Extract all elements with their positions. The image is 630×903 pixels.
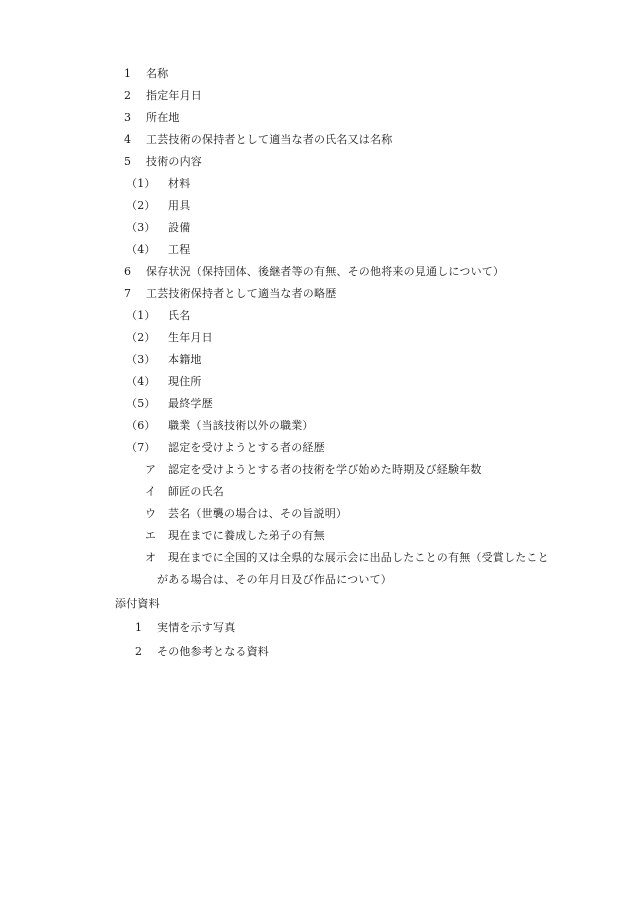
item-number: 1 (135, 621, 143, 634)
item-number: （3） (126, 221, 156, 234)
item-number: （2） (126, 199, 156, 212)
item-number: （2） (126, 331, 156, 344)
item-text: 材料 (168, 177, 191, 190)
item-2 (124, 89, 202, 103)
item-7-7-a (145, 463, 482, 477)
item-text: 実情を示す写真 (157, 621, 236, 634)
item-7 (124, 287, 336, 301)
item-number: （7） (126, 441, 156, 454)
item-text: 現住所 (168, 375, 202, 388)
item-number: 2 (124, 89, 132, 102)
item-7-7-u (145, 507, 347, 521)
item-number: 1 (124, 67, 132, 80)
item-text: がある場合は、その年月日及び作品について） (157, 573, 392, 586)
item-4 (124, 133, 392, 147)
item-3 (124, 111, 180, 125)
item-text: 師匠の氏名 (168, 485, 224, 498)
item-text: 氏名 (168, 309, 191, 322)
item-text: 工程 (168, 243, 191, 256)
item-text: 生年月日 (168, 331, 213, 344)
item-number: ア (145, 463, 157, 476)
item-7-5 (126, 397, 213, 411)
item-number: エ (145, 529, 157, 542)
item-text: 工芸技術保持者として適当な者の略歴 (146, 287, 337, 300)
item-7-3 (126, 353, 202, 367)
item-number: （1） (126, 309, 156, 322)
item-number: （6） (126, 419, 156, 432)
item-1 (124, 67, 168, 81)
item-text: 所在地 (146, 111, 180, 124)
item-text: 用具 (168, 199, 191, 212)
item-number: ウ (145, 507, 157, 520)
item-number: 5 (124, 155, 132, 168)
item-number: （5） (126, 397, 156, 410)
item-7-4 (126, 375, 202, 389)
item-number: （4） (126, 243, 156, 256)
item-text: 本籍地 (168, 353, 202, 366)
item-text: 現在までに全国的又は全県的な展示会に出品したことの有無（受賞したこと (168, 551, 549, 564)
item-number: イ (145, 485, 157, 498)
item-6 (124, 265, 504, 279)
item-text: 工芸技術の保持者として適当な者の氏名又は名称 (146, 133, 393, 146)
item-7-2 (126, 331, 213, 345)
item-7-6 (126, 419, 314, 433)
item-number: （3） (126, 353, 156, 366)
item-number: （1） (126, 177, 156, 190)
item-7-7-i (145, 485, 224, 499)
item-number: 6 (124, 265, 132, 278)
item-text: 現在までに養成した弟子の有無 (168, 529, 325, 542)
item-5-4 (126, 243, 190, 257)
item-text: 名称 (146, 67, 169, 80)
item-number: （4） (126, 375, 156, 388)
item-7-7-o-continued (157, 573, 392, 587)
item-5-3 (126, 221, 190, 235)
item-text: 職業（当該技術以外の職業） (168, 419, 314, 432)
item-text: 認定を受けようとする者の技術を学び始めた時期及び経験年数 (168, 463, 482, 476)
item-text: 指定年月日 (146, 89, 202, 102)
attachment-2 (135, 645, 269, 659)
item-5-1 (126, 177, 190, 191)
attachment-1 (135, 621, 235, 635)
attachments-heading (115, 597, 160, 611)
item-number: 2 (135, 645, 143, 658)
item-number: 3 (124, 111, 132, 124)
item-number: 4 (124, 133, 132, 146)
item-7-1 (126, 309, 190, 323)
item-text: 認定を受けようとする者の経歴 (168, 441, 325, 454)
item-text: 芸名（世襲の場合は、その旨説明） (168, 507, 348, 520)
item-5-2 (126, 199, 190, 213)
item-text: その他参考となる資料 (157, 645, 269, 658)
item-7-7-o (145, 551, 549, 565)
item-number: 7 (124, 287, 132, 300)
item-text: 技術の内容 (146, 155, 202, 168)
item-text: 設備 (168, 221, 191, 234)
item-text: 保存状況（保持団体、後継者等の有無、その他将来の見通しについて） (146, 265, 505, 278)
item-number: オ (145, 551, 157, 564)
item-5 (124, 155, 202, 169)
item-text: 最終学歴 (168, 397, 213, 410)
item-7-7-e (145, 529, 325, 543)
item-7-7 (126, 441, 325, 455)
section-heading: 添付資料 (115, 597, 160, 610)
